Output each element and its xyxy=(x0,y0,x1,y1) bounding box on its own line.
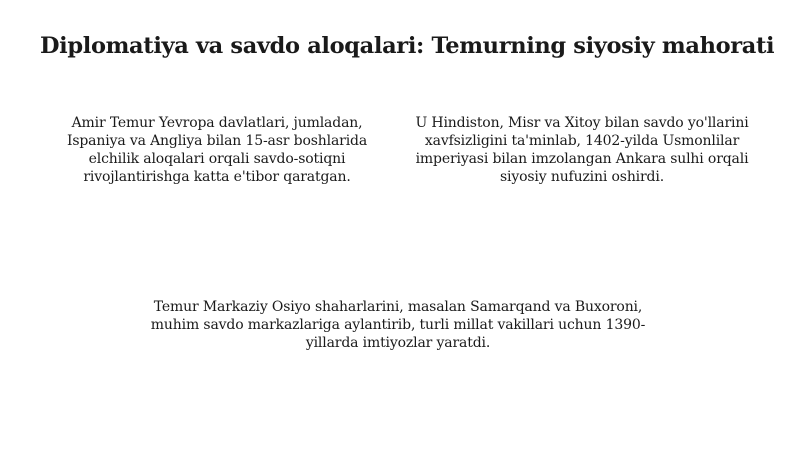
paragraph-europe-diplomacy: Amir Temur Yevropa davlatlari, jumladan, Ispaniya va Angliya bilan 15-asr boshlarida elchilik aloqalari orqali savdo-sotiqni rivojlantirishga katta e'tibor qaratgan. xyxy=(66,115,368,185)
paragraph-trade-routes: U Hindiston, Misr va Xitoy bilan savdo yo'llarini xavfsizligini ta'minlab, 1402-yilda Usmonlilar imperiyasi bilan imzolangan Ankara sulhi orqali siyosiy nufuzini oshirdi. xyxy=(415,115,749,185)
paragraph-trade-centers: Temur Markaziy Osiyo shaharlarini, masalan Samarqand va Buxoroni, muhim savdo markazlariga aylantirib, turli millat vakillari uchun 1390-yillarda imtiyozlar yaratdi. xyxy=(150,299,646,351)
slide-title: Diplomatiya va savdo aloqalari: Temurning siyosiy mahorati xyxy=(40,33,775,59)
